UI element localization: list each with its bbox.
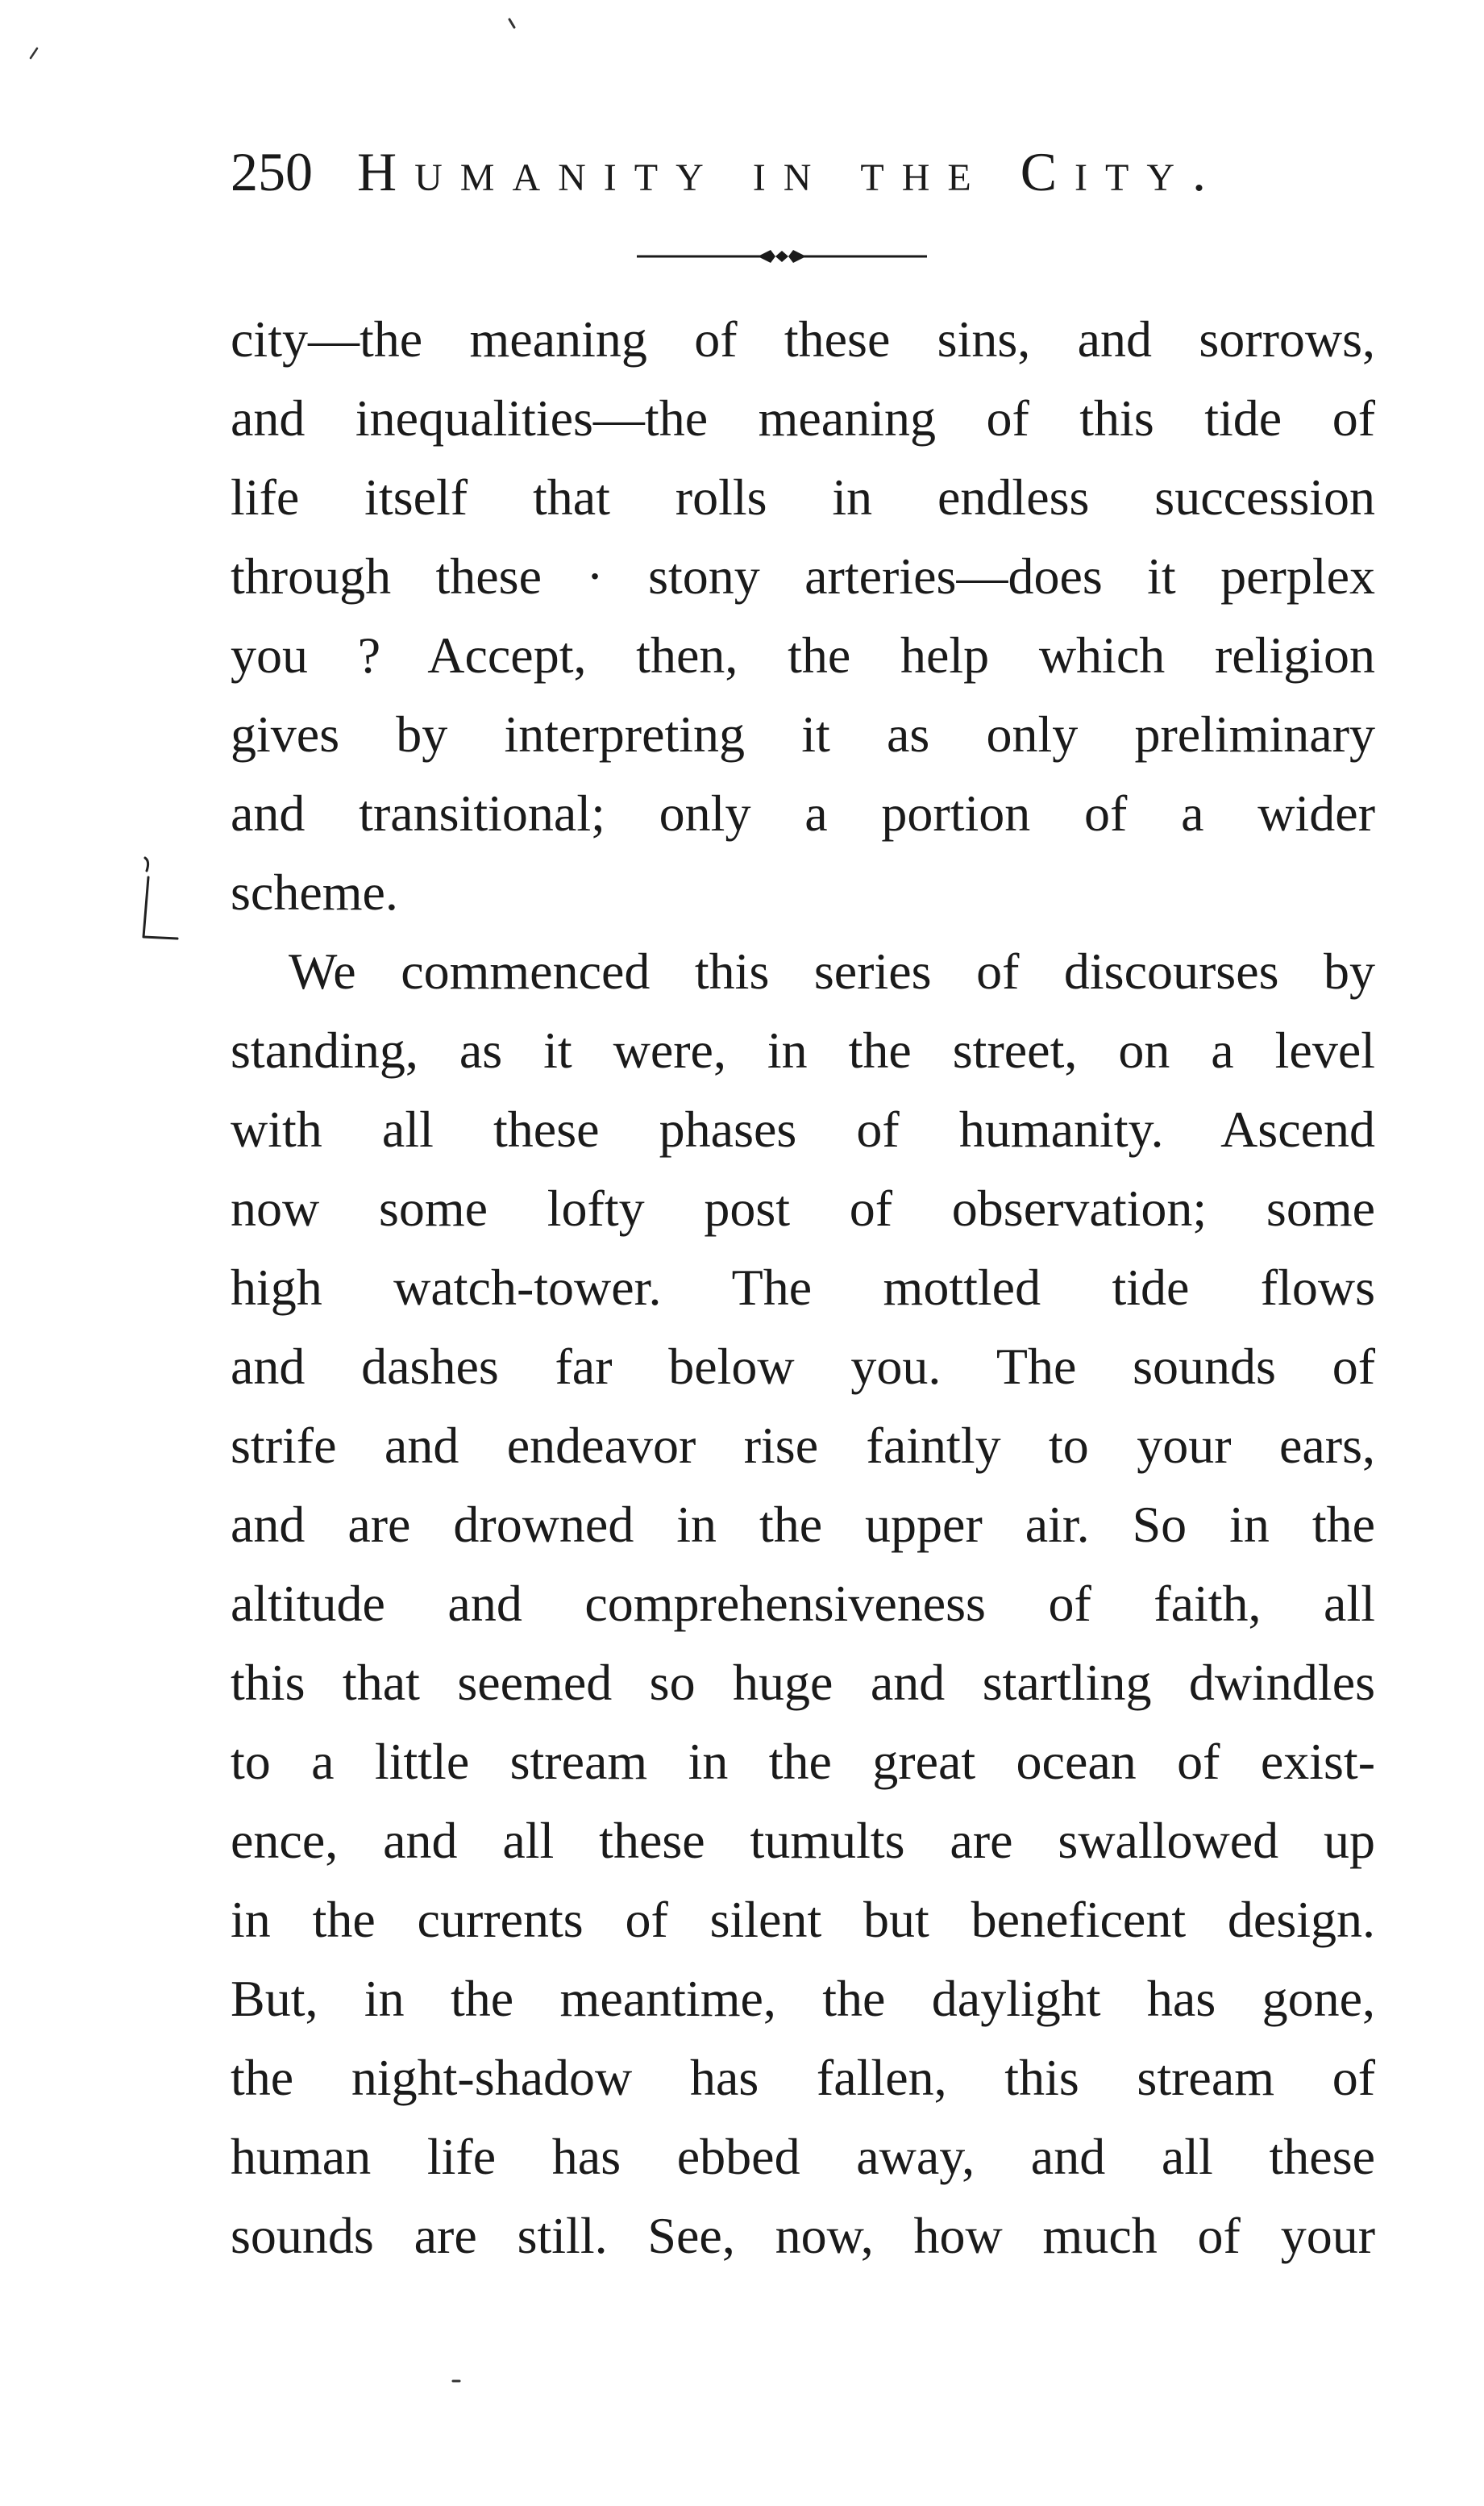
text-line: with all these phases of humanity. Ascend xyxy=(231,1101,1375,1158)
page-header xyxy=(231,135,1375,208)
text-line: the night-shadow has fallen, this stream of xyxy=(231,2049,1375,2106)
text-line: altitude and comprehensiveness of faith, all xyxy=(231,1575,1375,1632)
text-line: and are drowned in the upper air. So in the xyxy=(231,1496,1375,1553)
paragraph-2 xyxy=(231,932,1375,2275)
text-line: to a little stream in the great ocean of exist- xyxy=(231,1733,1375,1790)
text-line: strife and endeavor rise faintly to your ears, xyxy=(231,1417,1375,1474)
scan-speck-bottom xyxy=(451,2377,463,2385)
body-text xyxy=(231,300,1375,2275)
running-title: Humanity in the City. xyxy=(357,141,1224,202)
text-line: and dashes far below you. The sounds of xyxy=(231,1338,1375,1395)
text-line: this that seemed so huge and startling dwindles xyxy=(231,1654,1375,1711)
text-line: human life has ebbed away, and all these xyxy=(231,2128,1375,2185)
text-line: city—the meaning of these sins, and sorrows, xyxy=(231,310,1375,368)
text-line: through these · stony arteries—does it perplex xyxy=(231,547,1375,605)
text-line: now some lofty post of observation; some xyxy=(231,1180,1375,1237)
text-line: and transitional; only a portion of a wider xyxy=(231,785,1375,842)
text-line: But, in the meantime, the daylight has gone, xyxy=(231,1970,1375,2027)
header-ornament-rule xyxy=(637,247,927,266)
scan-speck-top xyxy=(508,18,518,31)
margin-bracket-mark xyxy=(135,853,184,950)
text-line: life itself that rolls in endless succession xyxy=(231,468,1375,526)
text-line: gives by interpreting it as only preliminary xyxy=(231,706,1375,763)
text-line: We commenced this series of discourses by xyxy=(289,943,1375,1000)
paragraph-1 xyxy=(231,300,1375,932)
text-line: you ? Accept, then, the help which religion xyxy=(231,626,1375,684)
text-line: ence, and all these tumults are swallowed up xyxy=(231,1812,1375,1869)
text-line: and inequalities—the meaning of this tide of xyxy=(231,389,1375,447)
text-line: scheme. xyxy=(231,864,398,921)
text-line: sounds are still. See, now, how much of your xyxy=(231,2207,1375,2264)
page-number: 250 xyxy=(231,141,313,202)
scan-speck-left xyxy=(27,45,40,61)
text-line: standing, as it were, in the street, on a level xyxy=(231,1022,1375,1079)
text-line: high watch-tower. The mottled tide flows xyxy=(231,1259,1375,1316)
text-line: in the currents of silent but beneficent design. xyxy=(231,1891,1375,1948)
